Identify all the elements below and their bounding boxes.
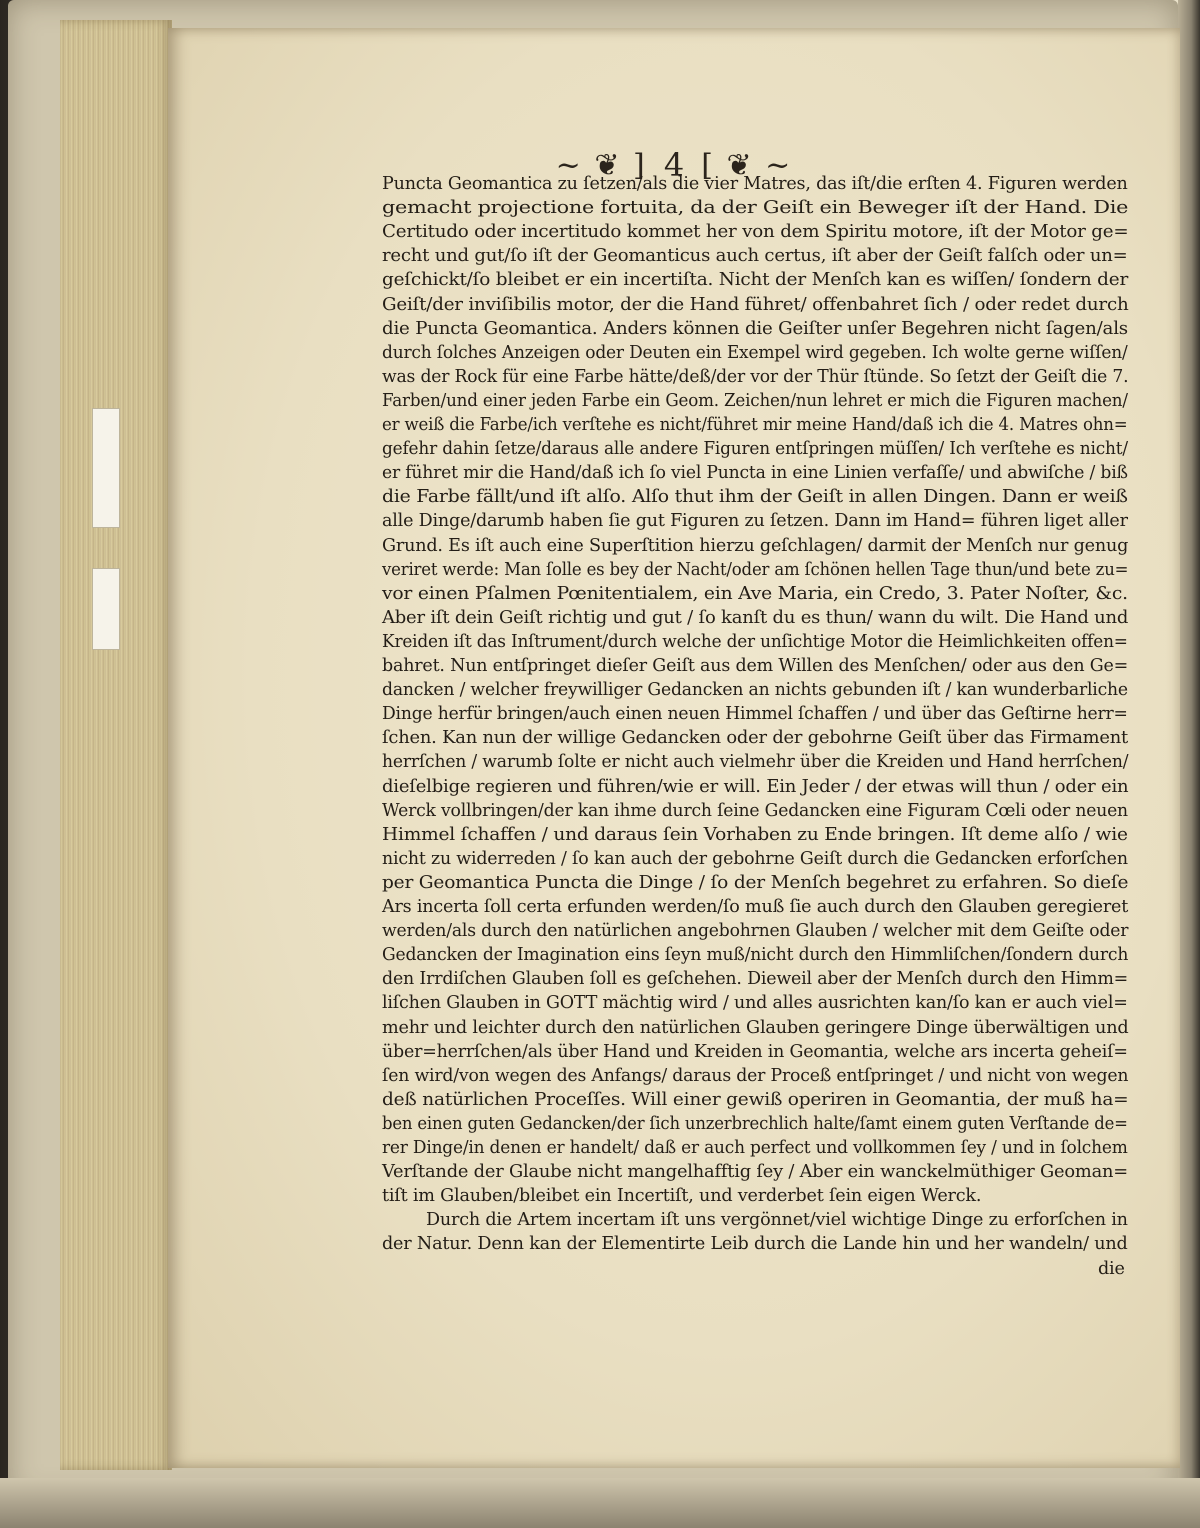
text-line: vor einen Pſalmen Pœnitentialem, ein Ave Maria, ein Credo, 3. Pater Noſter, &c. <box>382 583 1128 604</box>
text-line: über=herrſchen/als über Hand und Kreiden in Geomantia, welche ars incerta geheiſ= <box>382 1041 1128 1062</box>
text-line: recht und gut/ſo iſt der Geomanticus auch certus, iſt aber der Geiſt falſch oder un= <box>382 246 1128 267</box>
text-line: gemacht projectione fortuita, da der Geiſt ein Beweger iſt der Hand. Die <box>382 198 1129 219</box>
text-line: Ars incerta ſoll certa erfunden werden/ſo muß ſie auch durch den Glauben geregieret <box>382 897 1129 917</box>
text-line: er weiß die Farbe/ich verſtehe es nicht/führet mir meine Hand/daß ich die 4. Matres ohn= <box>382 415 1128 435</box>
text-line: per Geomantica Puncta die Dinge / ſo der Menſch begehret zu erfahren. So dieſe <box>382 872 1129 893</box>
text-line: Durch die Artem incertam iſt uns vergönnet/viel wichtige Dinge zu erforſchen in <box>426 1210 1128 1231</box>
header-ornament-right: [ ❦ ~ <box>701 147 793 183</box>
text-line: Himmel ſchaffen / und daraus ſein Vorhaben zu Ende bringen. Iſt deme alſo / wie <box>382 824 1128 845</box>
text-line: Geiſt/der inviſibilis motor, der die Hand führet/ offenbahret ſich / oder redet durch <box>382 294 1129 315</box>
paper-tab-upper <box>92 408 120 528</box>
text-line: er führet mir die Hand/daß ich ſo viel Puncta in eine Linien verfaſſe/ und abwiſche / biß <box>382 463 1128 484</box>
header-ornament-left: ~ ❦ ] <box>555 147 647 183</box>
text-line: liſchen Glauben in GOTT mächtig wird / und alles ausrichten kan/ſo kan er auch viel= <box>382 993 1128 1014</box>
text-line: ſchen. Kan nun der willige Gedancken oder der gebohrne Geiſt über das Firmament <box>382 728 1129 749</box>
text-line: Farben/und einer jeden Farbe ein Geom. Zeichen/nun lehret er mich die Figuren machen/ <box>382 390 1128 411</box>
text-line: was der Rock für eine Farbe hätte/deß/der vor der Thür ſtünde. So ſetzt der Geiſt die 7. <box>382 366 1129 387</box>
text-line: tiſt im Glauben/bleibet ein Incertiſt, und verderbet ſein eigen Werck. <box>382 1186 982 1207</box>
text-line: ben einen guten Gedancken/der ſich unzerbrechlich halte/ſamt einem guten Verſtande de= <box>382 1113 1128 1134</box>
text-line: Puncta Geomantica zu ſetzen/als die vier Matres, das iſt/die erſten 4. Figuren werden <box>382 174 1128 194</box>
text-line: gefehr dahin ſetze/daraus alle andere Figuren entſpringen müſſen/ Ich verſtehe es nicht/ <box>382 439 1128 460</box>
text-line: herrſchen / warumb ſolte er nicht auch vielmehr über die Kreiden und Hand herrſchen/ <box>382 752 1129 773</box>
right-cover-edge <box>1178 0 1200 1528</box>
text-line: durch ſolches Anzeigen oder Deuten ein Exempel wird gegeben. Ich wolte gerne wiſſen/ <box>382 342 1128 363</box>
text-line: Dinge herfür bringen/auch einen neuen Himmel ſchaffen / und über das Geſtirne herr= <box>382 704 1128 725</box>
text-line: Werck vollbringen/der kan ihme durch ſeine Gedancken eine Figuram Cœli oder neuen <box>382 800 1128 821</box>
text-line: die Farbe fällt/und iſt alſo. Alſo thut ihm der Geiſt in allen Dingen. Dann er weiß <box>382 487 1128 508</box>
text-line: werden/als durch den natürlichen angebohrnen Glauben / welcher mit dem Geiſte oder <box>382 921 1129 942</box>
text-line: geſchickt/ſo bleibet er ein incertiſta. Nicht der Menſch kan es wiſſen/ ſondern der <box>382 270 1129 291</box>
text-line: alle Dinge/darumb haben ſie gut Figuren zu ſetzen. Dann im Hand= führen liget aller <box>382 511 1128 532</box>
text-line: rer Dinge/in denen er handelt/ daß er auch perfect und vollkommen ſey / und in ſolchem <box>382 1138 1128 1158</box>
text-line: mehr und leichter durch den natürlichen Glauben geringere Dinge überwältigen und <box>382 1017 1129 1038</box>
text-line: deß natürlichen Proceſſes. Will einer gewiß operiren in Geomantia, der muß ha= <box>382 1089 1129 1110</box>
text-line: Grund. Es iſt auch eine Superſtition hierzu geſchlagen/ darmit der Menſch nur genug <box>382 535 1129 556</box>
text-line: Certitudo oder incertitudo kommet her von dem Spiritu motore, iſt der Motor ge= <box>382 222 1129 243</box>
text-line: Aber iſt dein Geiſt richtig und gut / ſo kanſt du es thun/ wann du wilt. Die Hand und <box>382 607 1129 628</box>
page-number: 4 <box>663 146 685 184</box>
text-line: dieſelbige regieren und führen/wie er will. Ein Jeder / der etwas will thun / oder ein <box>382 776 1129 797</box>
text-line: den Irrdiſchen Glauben ſoll es geſchehen. Dieweil aber der Menſch durch den Himm= <box>382 969 1129 990</box>
text-line: die <box>1098 1258 1125 1279</box>
page-block-edge <box>60 20 172 1470</box>
text-line: dancken / welcher freywilliger Gedancken an nichts gebunden iſt / kan wunderbarliche <box>382 680 1128 701</box>
text-line: Gedancken der Imagination eins ſeyn muß/nicht durch den Himmliſchen/ſondern durch <box>382 945 1129 966</box>
bottom-cover-edge <box>0 1478 1200 1528</box>
text-line: Kreiden iſt das Inſtrument/durch welche der unſichtige Motor die Heimlichkeiten offen= <box>382 631 1128 652</box>
text-line: die Puncta Geomantica. Anders können die Geiſter unſer Begehren nicht ſagen/als <box>382 318 1128 339</box>
text-line: ſen wird/von wegen des Anfangs/ daraus der Proceß entſpringet / und nicht von wegen <box>382 1065 1129 1086</box>
text-line: Verſtande der Glaube nicht mangelhafftig ſey / Aber ein wanckelmüthiger Geoman= <box>382 1162 1129 1183</box>
text-line: bahret. Nun entſpringet dieſer Geiſt aus dem Willen des Menſchen/ oder aus den Ge= <box>382 656 1129 676</box>
text-line: nicht zu widerreden / ſo kan auch der gebohrne Geiſt durch die Gedancken erforſchen <box>382 848 1128 869</box>
text-line: der Natur. Denn kan der Elementirte Leib durch die Lande hin und her wandeln/ und <box>382 1234 1128 1255</box>
text-line: veriret werde: Man ſolle es bey der Nacht/oder am ſchönen hellen Tage thun/und bete zu= <box>382 559 1129 580</box>
paper-tab-lower <box>92 568 120 650</box>
